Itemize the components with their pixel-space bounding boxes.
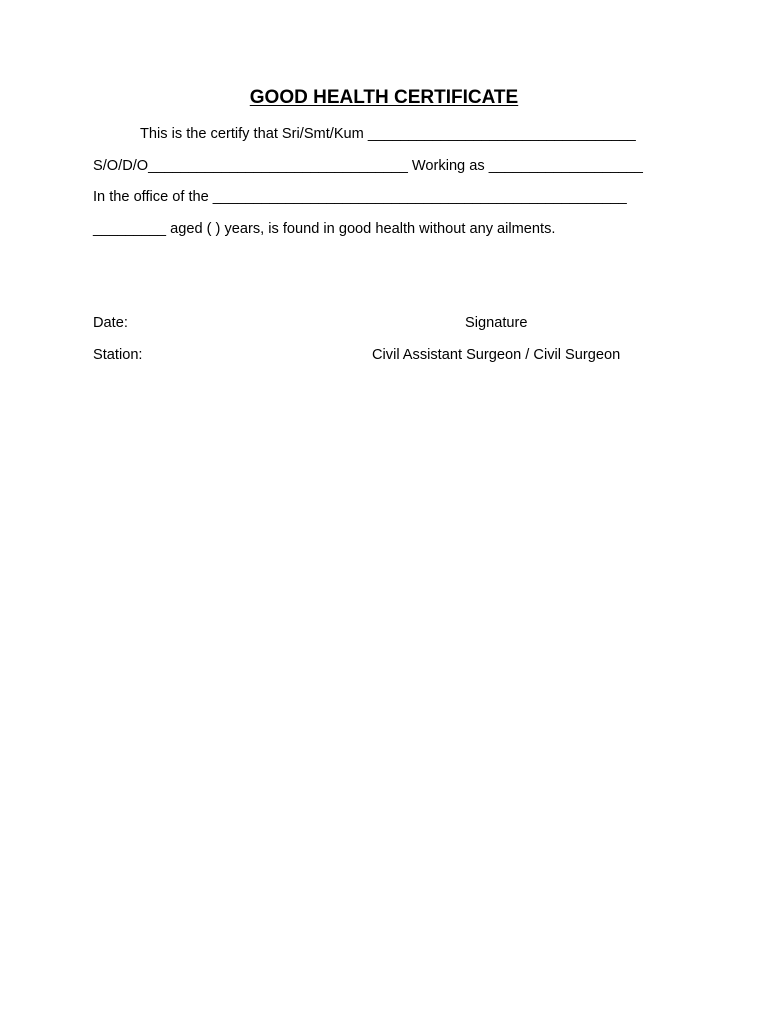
certify-name-line: This is the certify that Sri/Smt/Kum _________________________________ xyxy=(140,126,636,142)
relation-working-line: S/O/D/O________________________________ Working as ___________________ xyxy=(93,158,643,174)
page-title: GOOD HEALTH CERTIFICATE xyxy=(249,87,519,108)
date-label: Date: xyxy=(93,315,128,331)
age-health-line: _________ aged ( ) years, is found in good health without any ailments. xyxy=(93,221,556,237)
signatory-title: Civil Assistant Surgeon / Civil Surgeon xyxy=(372,347,621,363)
station-label: Station: xyxy=(93,347,143,363)
office-line: In the office of the ___________________________________________________ xyxy=(93,189,627,205)
signature-label: Signature xyxy=(465,315,528,331)
